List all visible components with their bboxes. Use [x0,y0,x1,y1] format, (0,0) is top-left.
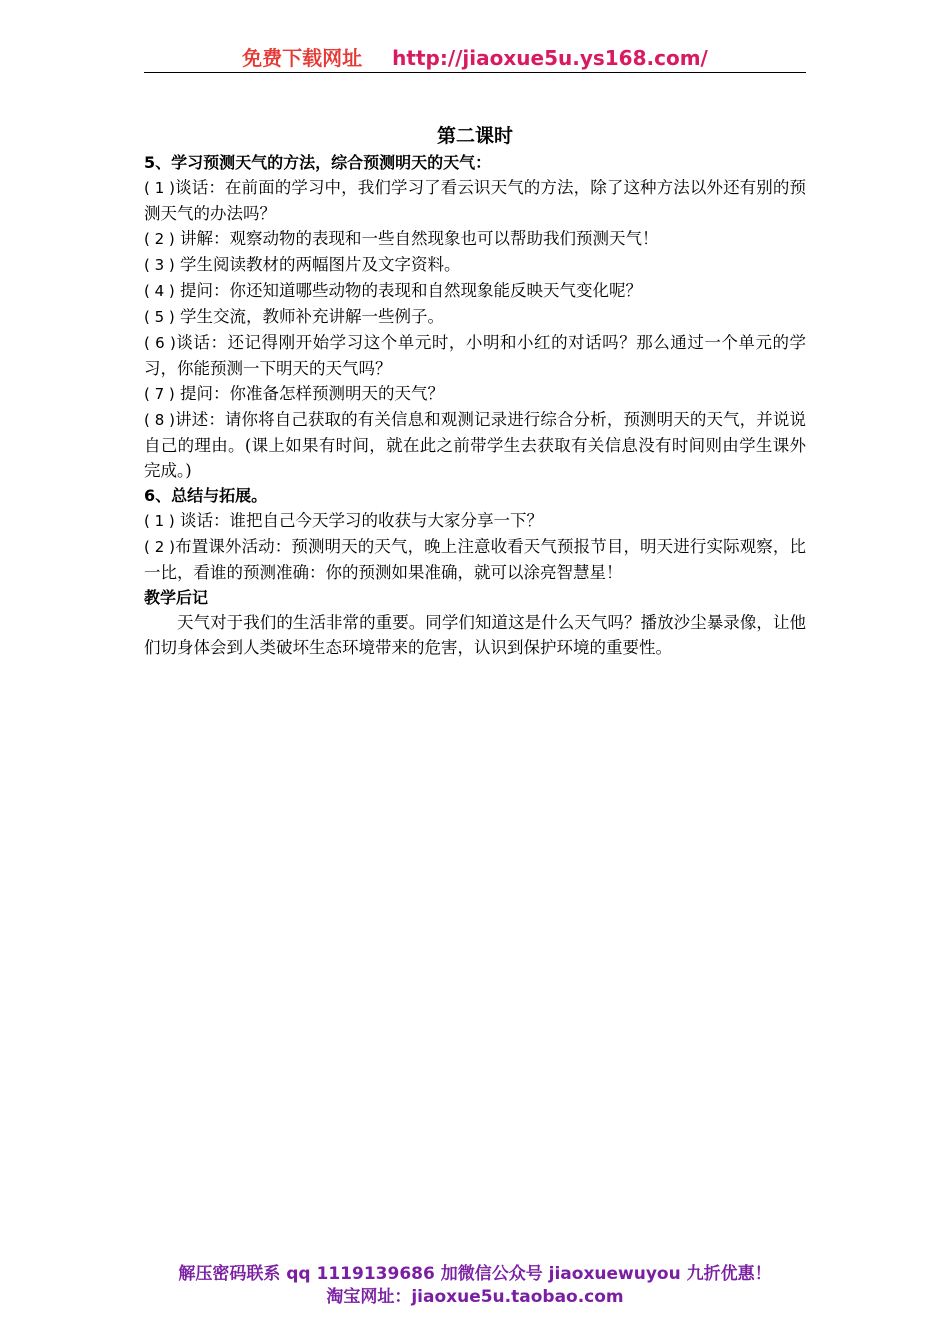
item-text: 谈话：在前面的学习中，我们学习了看云识天气的方法，除了这种方法以外还有别的预测天气的办法吗？ [144,178,806,223]
page-title: 第二课时 [436,125,513,147]
item-number: ( 1 ) [144,512,175,530]
header-divider [144,72,806,73]
item-text: 讲述：请你将自己获取的有关信息和观测记录进行综合分析，预测明天的天气，并说说自己的理由。(课上如果有时间，就在此之前带学生去获取有关信息没有时间则由学生课外完成。) [144,410,806,480]
section-5-item-5 [144,304,806,330]
section-5-item-2 [144,226,806,252]
section-5-item-8 [144,407,806,483]
item-number: ( 5 ) [144,308,175,326]
item-number: ( 6 ) [144,334,176,352]
item-number: ( 7 ) [144,385,175,403]
section-5-item-3 [144,252,806,278]
download-site-label: 免费下载网址 [242,46,363,70]
footer-contact-line: 解压密码联系 qq 1119139686 加微信公众号 jiaoxuewuyou 九折优惠！ [178,1264,772,1284]
document-body [144,122,806,660]
download-site-header [144,44,806,72]
section-5-item-6 [144,330,806,381]
download-site-url-link[interactable]: http://jiaoxue5u.ys168.com/ [392,46,708,70]
item-text: 谈话：还记得刚开始学习这个单元时，小明和小红的对话吗？那么通过一个单元的学习，你能预测一下明天的天气吗？ [144,333,807,378]
section-5-item-4 [144,278,806,304]
item-text: 提问：你准备怎样预测明天的天气？ [174,384,445,403]
item-text: 学生阅读教材的两幅图片及文字资料。 [174,255,461,274]
item-number: ( 8 ) [144,411,175,429]
postscript-heading: 教学后记 [144,588,209,607]
item-text: 谈话：谁把自己今天学习的收获与大家分享一下？ [174,511,544,530]
item-text: 学生交流，教师补充讲解一些例子。 [174,307,445,326]
item-number: ( 4 ) [144,282,175,300]
section-6-item-2 [144,534,806,585]
item-number: ( 1 ) [144,179,175,197]
section-6-heading: 6、总结与拓展。 [144,486,268,505]
section-6-item-1 [144,508,806,534]
item-text: 布置课外活动：预测明天的天气，晚上注意收看天气预报节目，明天进行实际观察，比一比，看谁的预测准确：你的预测如果准确，就可以涂亮智慧星！ [144,537,806,582]
section-5-heading: 5、学习预测天气的方法，综合预测明天的天气： [144,153,492,172]
footer-shop-link[interactable]: 淘宝网址：jiaoxue5u.taobao.com [326,1287,624,1307]
section-5-item-7 [144,381,806,407]
postscript-paragraph: 天气对于我们的生活非常的重要。同学们知道这是什么天气吗？播放沙尘暴录像，让他们切身体会到人类破坏生态环境带来的危害，认识到保护环境的重要性。 [144,613,806,657]
item-text: 提问：你还知道哪些动物的表现和自然现象能反映天气变化呢？ [174,281,643,300]
section-5-item-1 [144,175,806,226]
item-number: ( 2 ) [144,230,175,248]
item-number: ( 3 ) [144,256,175,274]
item-number: ( 2 ) [144,538,175,556]
item-text: 讲解：观察动物的表现和一些自然现象也可以帮助我们预测天气！ [174,229,659,248]
